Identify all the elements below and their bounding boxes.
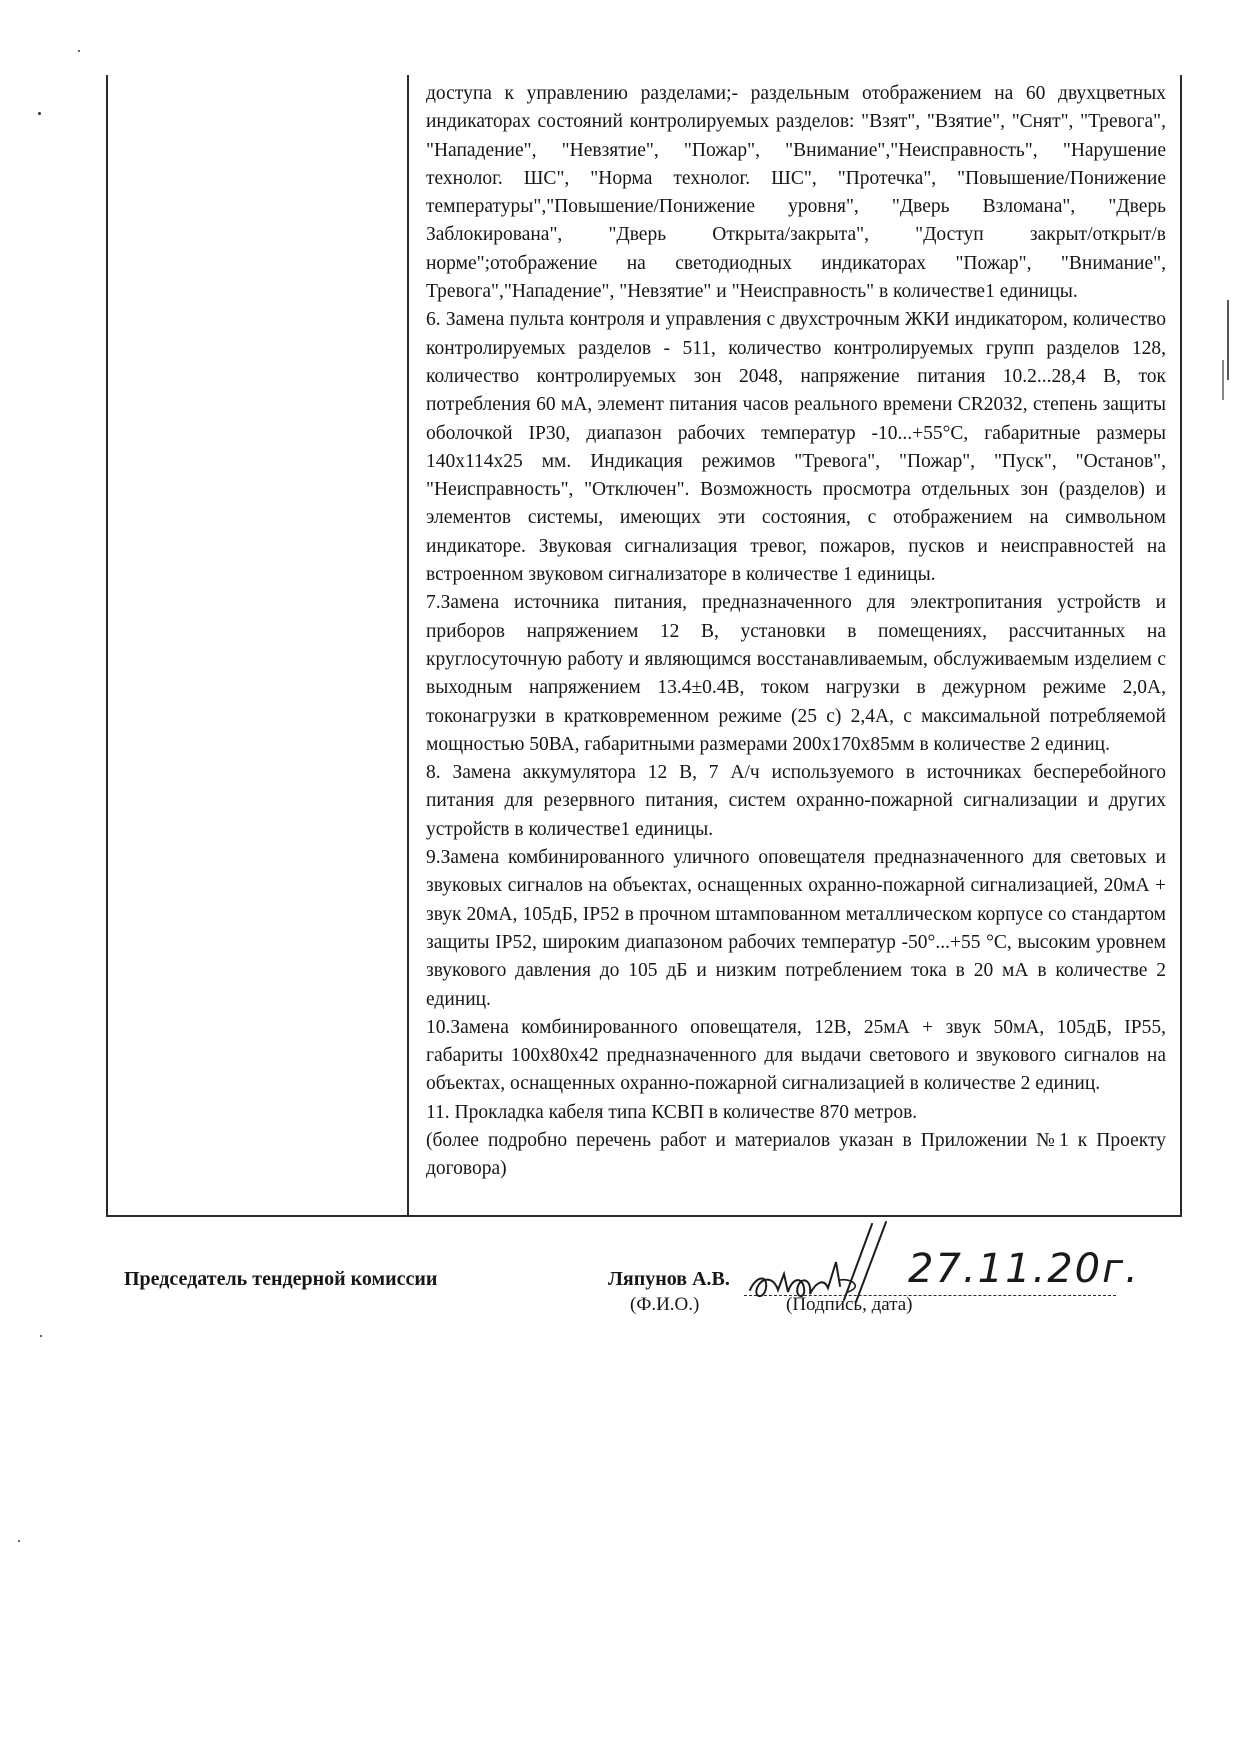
scan-dot bbox=[40, 1335, 42, 1337]
works-table bbox=[106, 75, 1182, 1217]
signer-name: Ляпунов А.В. bbox=[608, 1268, 730, 1290]
handwritten-date: 27.11.20г. bbox=[908, 1246, 1140, 1292]
table-column-divider bbox=[407, 75, 409, 1215]
paragraph-indicators: доступа к управлению разделами;- раздельным отображением на 60 двухцветных индикаторах состояний контролируемых разделов: "Взят", "Взятие", "Снят", "Тревога", "Нападение", "Невзятие", "Пожар", "Внимание","Неисправность", "Нарушение технолог. ШС", "Норма технолог. ШС", "Протечка", "Повышение/Понижение температуры","Повышение/Понижение уровня", "Дверь Взломана", "Дверь Заблокирована", "Дверь Открыта/закрыта", "Доступ закрыт/открыт/в норме";отображение на светодиодных индикаторах "Пожар", "Внимание", Тревога","Нападение", "Невзятие" и "Неисправность" в количестве1 единицы. bbox=[426, 83, 1166, 303]
scan-dot bbox=[18, 1540, 20, 1542]
paragraph-appendix-note: (более подробно перечень работ и материалов указан в Приложении №1 к Проекту договора) bbox=[426, 1129, 1166, 1180]
chairman-label: Председатель тендерной комиссии bbox=[124, 1268, 438, 1290]
handwritten-signature bbox=[744, 1216, 924, 1316]
signature-caption: (Подпись, дата) bbox=[786, 1294, 913, 1315]
paragraph-item-7: 7.Замена источника питания, предназначенного для электропитания устройств и приборов напряжением 12 В, установки в помещениях, рассчитанных на круглосуточную работу и являющимся восстанавливаемым, обслуживаемым изделием с выходным напряжением 13.4±0.4В, током нагрузки в дежурном режиме 2,0А, токонагрузки в кратковременном режиме (25 с) 2,4А, с максимальной потребляемой мощностью 50ВА, габаритными размерами 200х170х85мм в количестве 2 единиц. bbox=[426, 592, 1166, 755]
scan-dot bbox=[38, 112, 41, 115]
paragraph-item-11: 11. Прокладка кабеля типа КСВП в количестве 870 метров. bbox=[426, 1101, 918, 1123]
scan-edge-mark bbox=[1227, 300, 1229, 380]
fio-caption: (Ф.И.О.) bbox=[630, 1294, 700, 1315]
works-description-cell bbox=[426, 80, 1166, 1184]
signature-line bbox=[744, 1294, 1116, 1296]
paragraph-item-10: 10.Замена комбинированного оповещателя, 12В, 25мА + звук 50мА, 105дБ, IP55, габариты 100х80х42 предназначенного для выдачи светового и звукового сигналов на объектах, оснащенных охранно-пожарной сигнализацией в количестве 2 единиц. bbox=[426, 1016, 1166, 1095]
paragraph-item-8: 8. Замена аккумулятора 12 В, 7 А/ч используемого в источниках бесперебойного питания для резервного питания, систем охранно-пожарной сигнализации и других устройств в количестве1 единицы. bbox=[426, 762, 1166, 840]
paragraph-item-6: 6. Замена пульта контроля и управления с двухстрочным ЖКИ индикатором, количество контролируемых разделов - 511, количество контролируемых групп разделов 128, количество контролируемых зон 2048, напряжение питания 10.2...28,4 В, ток потребления 60 мА, элемент питания часов реального времени CR2032, степень защиты оболочкой IP30, диапазон рабочих температур -10...+55°С, габаритные размеры 140х114х25 мм. Индикация режимов "Тревога", "Пожар", "Пуск", "Останов", "Неисправность", "Отключен". Возможность просмотра отдельных зон (разделов) и элементов системы, имеющих эти состояния, с отображением на символьном индикаторе. Звуковая сигнализация тревог, пожаров, пусков и неисправностей на встроенном звуковом сигнализаторе в количестве 1 единицы. bbox=[426, 309, 1166, 586]
scan-dot bbox=[78, 50, 80, 52]
scan-edge-mark bbox=[1222, 360, 1224, 400]
paragraph-item-9: 9.Замена комбинированного уличного оповещателя предназначенного для световых и звуковых сигналов на объектах, оснащенных охранно-пожарной сигнализацией, 20мА + звук 20мА, 105дБ, IP52 в прочном штампованном металлическом корпусе со стандартом защиты IP52, широким диапазоном рабочих температур -50°...+55 °С, высоким уровнем звукового давления до 105 дБ и низким потреблением тока в 20 мА в количестве 2 единиц. bbox=[426, 847, 1166, 1010]
